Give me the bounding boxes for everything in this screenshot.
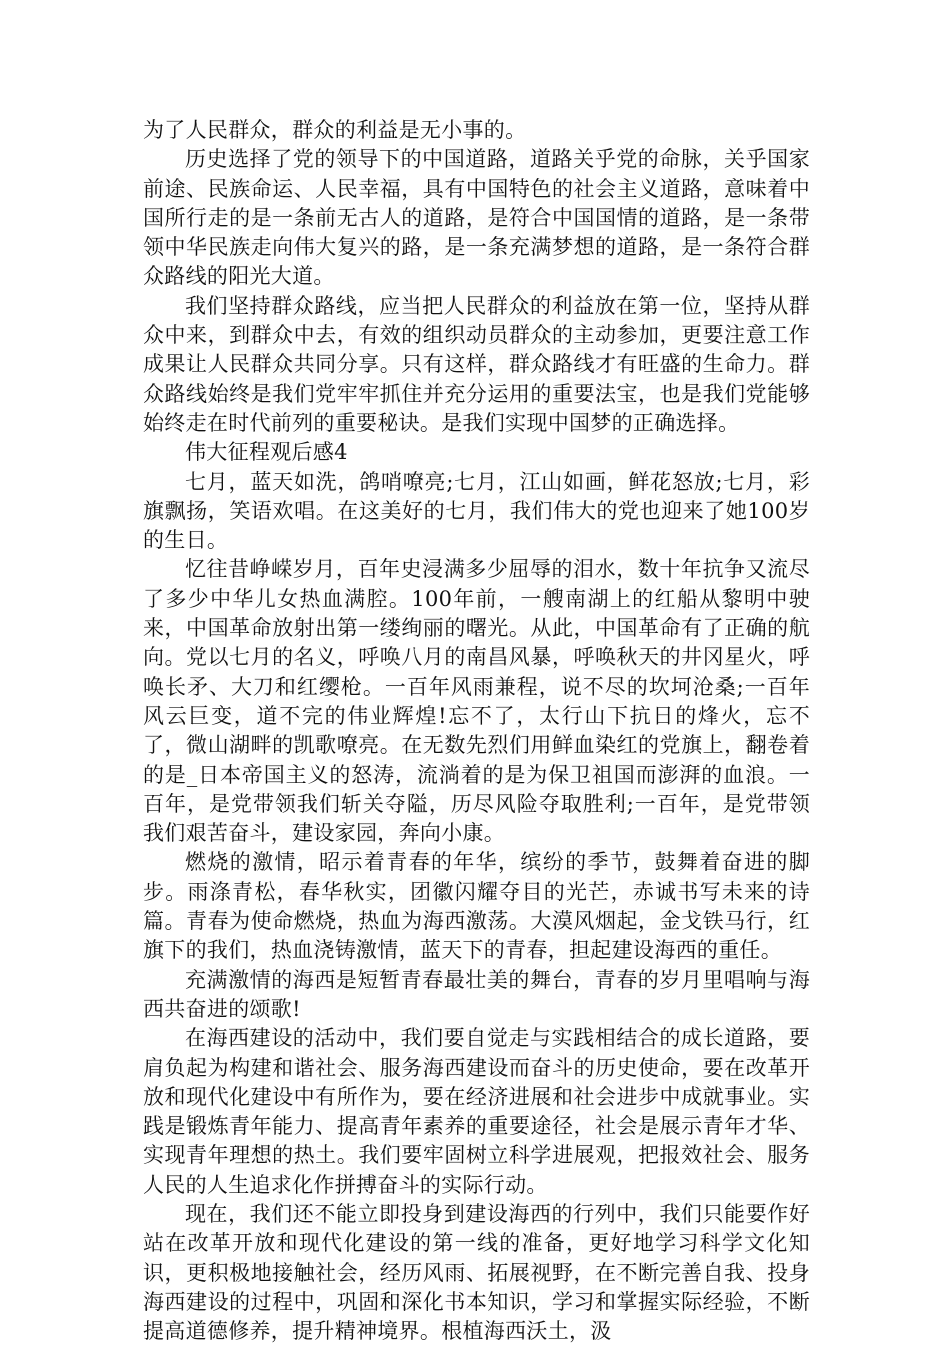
document-page bbox=[143, 116, 810, 1346]
paragraph-haixi-construction: 在海西建设的活动中，我们要自觉走与实践相结合的成长道路，要肩负起为构建和谐社会、服务海西建设而奋斗的历史使命，要在改革开放和现代化建设中有所作为，要在经济进展和社会进步中成就事业。实践是锻炼青年能力、提高青年素养的重要途径，社会是展示青年才华、实现青年理想的热土。我们要牢固树立科学进展观，把报效社会、服务人民的人生追求化作拼搏奋斗的实际行动。 bbox=[143, 1026, 810, 1197]
paragraph-history: 忆往昔峥嵘岁月，百年史浸满多少屈辱的泪水，数十年抗争又流尽了多少中华儿女热血满腔。100年前，一艘南湖上的红船从黎明中驶来，中国革命放射出第一缕绚丽的曙光。从此，中国革命有了正确的航向。党以七月的名义，呼唤八月的南昌风暴，呼唤秋天的井冈星火，呼唤长矛、大刀和红缨枪。一百年风雨兼程，说不尽的坎坷沧桑;一百年风云巨变，道不完的伟业辉煌!忘不了，太行山下抗日的烽火，忘不了，微山湖畔的凯歌嘹亮。在无数先烈们用鲜血染红的党旗上，翻卷着的是_日本帝国主义的怒涛，流淌着的是为保卫祖国而澎湃的血浪。一百年，是党带领我们斩关夺隘，历尽风险夺取胜利;一百年，是党带领我们艰苦奋斗，建设家园，奔向小康。 bbox=[143, 557, 810, 846]
paragraph-youth-passion: 燃烧的激情，昭示着青春的年华，缤纷的季节，鼓舞着奋进的脚步。雨涤青松，春华秋实，团徽闪耀夺目的光芒，赤诚书写未来的诗篇。青春为使命燃烧，热血为海西激荡。大漠风烟起，金戈铁马行，红旗下的我们，热血浇铸激情，蓝天下的青春，担起建设海西的重任。 bbox=[143, 850, 810, 963]
paragraph-mass-line: 我们坚持群众路线，应当把人民群众的利益放在第一位，坚持从群众中来，到群众中去，有效的组织动员群众的主动参加，更要注意工作成果让人民群众共同分享。只有这样，群众路线才有旺盛的生命力。群众路线始终是我们党牢牢抓住并充分运用的重要法宝，也是我们党能够始终走在时代前列的重要秘诀。是我们实现中国梦的正确选择。 bbox=[143, 293, 810, 435]
paragraph-haixi-stage: 充满激情的海西是短暂青春最壮美的舞台，青春的岁月里唱响与海西共奋进的颂歌! bbox=[143, 967, 810, 1021]
section-heading: 伟大征程观后感4 bbox=[185, 440, 348, 465]
paragraph-preparation: 现在，我们还不能立即投身到建设海西的行列中，我们只能要作好站在改革开放和现代化建设的第一线的准备，更好地学习科学文化知识，更积极地接触社会，经历风雨、拓展视野，在不断完善自我、投身海西建设的过程中，巩固和深化书本知识，学习和掌握实际经验，不断提高道德修养，提升精神境界。根植海西沃土，汲 bbox=[143, 1201, 810, 1344]
paragraph-july: 七月，蓝天如洗，鸽哨嘹亮;七月，江山如画，鲜花怒放;七月，彩旗飘扬，笑语欢唱。在这美好的七月，我们伟大的党也迎来了她100岁的生日。 bbox=[143, 469, 810, 553]
paragraph-continuation: 为了人民群众，群众的利益是无小事的。 bbox=[143, 118, 527, 142]
paragraph-chinese-road: 历史选择了党的领导下的中国道路，道路关乎党的命脉，关乎国家前途、民族命运、人民幸福，具有中国特色的社会主义道路，意味着中国所行走的是一条前无古人的道路，是符合中国国情的道路，是一条带领中华民族走向伟大复兴的路，是一条充满梦想的道路，是一条符合群众路线的阳光大道。 bbox=[143, 147, 810, 289]
